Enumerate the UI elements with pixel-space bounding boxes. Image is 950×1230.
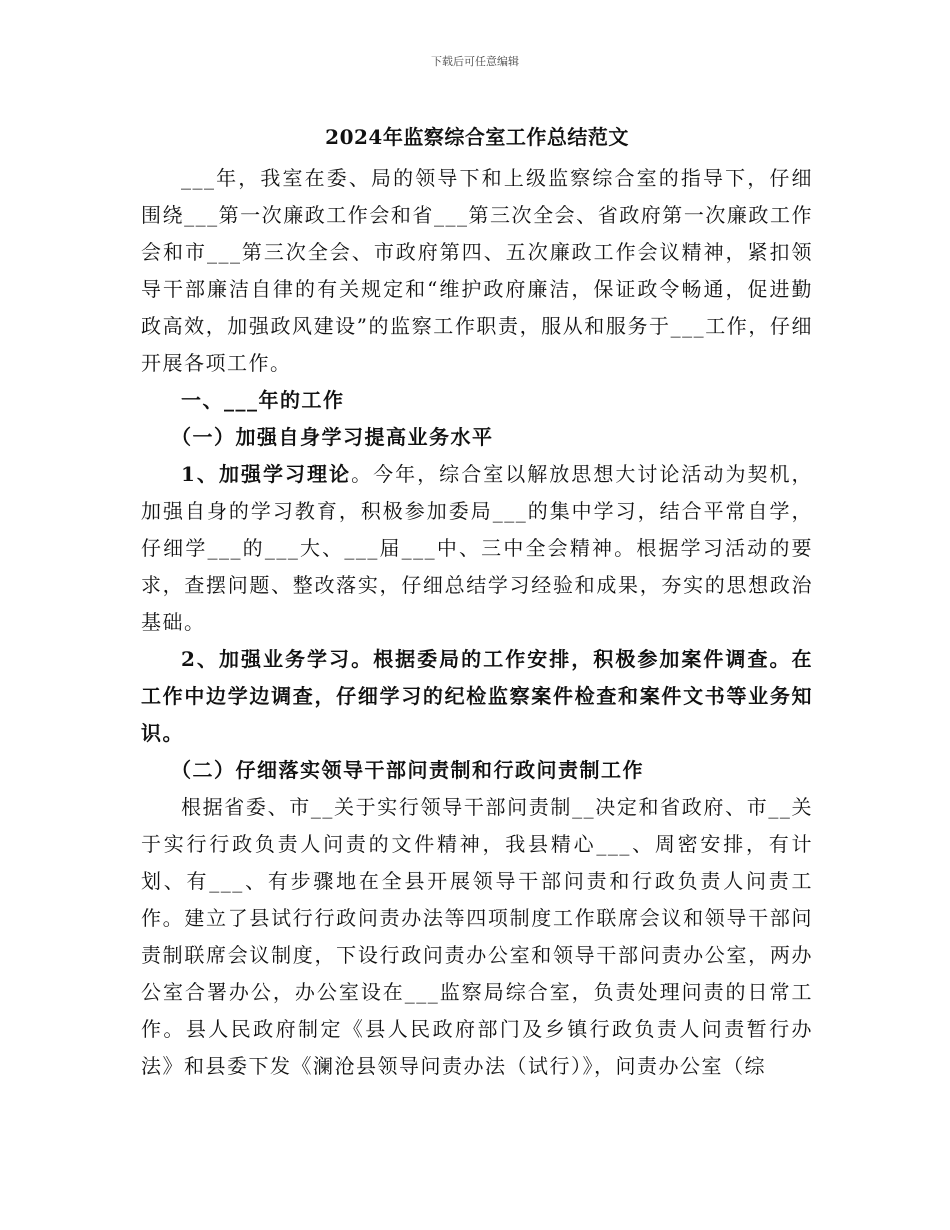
item-1-paragraph bbox=[141, 456, 813, 641]
subsection-heading-2: （二）仔细落实领导干部问责制和行政问责制工作 bbox=[171, 758, 644, 782]
item-1-body: 。今年，综合室以解放思想大讨论活动为契机，加强自身的学习教育，积极参加委局___的集中学习，结合平常自学，仔细学___的___大、___届___中、三中全会精神。根据学习活动的要求，查摆问题、整改落实，仔细总结学习经验和成果，夯实的思想政治基础。 bbox=[141, 462, 814, 634]
item-2-paragraph: 2、加强业务学习。根据委局的工作安排，积极参加案件调查。在工作中边学边调查，仔细学习的纪检监察案件检查和案件文书等业务知识。 bbox=[141, 647, 813, 745]
header-note: 下载后可任意编辑 bbox=[431, 55, 519, 68]
subsection-heading-1: （一）加强自身学习提高业务水平 bbox=[171, 425, 494, 449]
intro-paragraph: ___年，我室在委、局的领导下和上级监察综合室的指导下，仔细围绕___第一次廉政工作会和省___第三次全会、省政府第一次廉政工作会和市___第三次全会、市政府第四、五次廉政工作会议精神，紧扣领导干部廉洁自律的有关规定和“维护政府廉洁，保证政令畅通，促进勤政高效，加强政风建设”的监察工作职责，服从和服务于___工作，仔细开展各项工作。 bbox=[141, 166, 813, 375]
item-1-lead: 1、加强学习理论 bbox=[181, 462, 352, 486]
section-heading-1: 一、___年的工作 bbox=[181, 388, 345, 412]
document-title: 2024年监察综合室工作总结范文 bbox=[325, 125, 629, 149]
document-body bbox=[141, 122, 813, 1085]
body-paragraph-2: 根据省委、市__关于实行领导干部问责制__决定和省政府、市__关于实行行政负责人问责的文件精神，我县精心___、周密安排，有计划、有___、有步骤地在全县开展领导干部问责和行政负责人问责工作。建立了县试行行政问责办法等四项制度工作联席会议和领导干部问责制联席会议制度，下设行政问责办公室和领导干部问责办公室，两办公室合署办公，办公室设在___监察局综合室，负责处理问责的日常工作。县人民政府制定《县人民政府部门及乡镇行政负责人问责暂行办法》和县委下发《澜沧县领导问责办法（试行）》，问责办公室（综 bbox=[141, 795, 813, 1078]
